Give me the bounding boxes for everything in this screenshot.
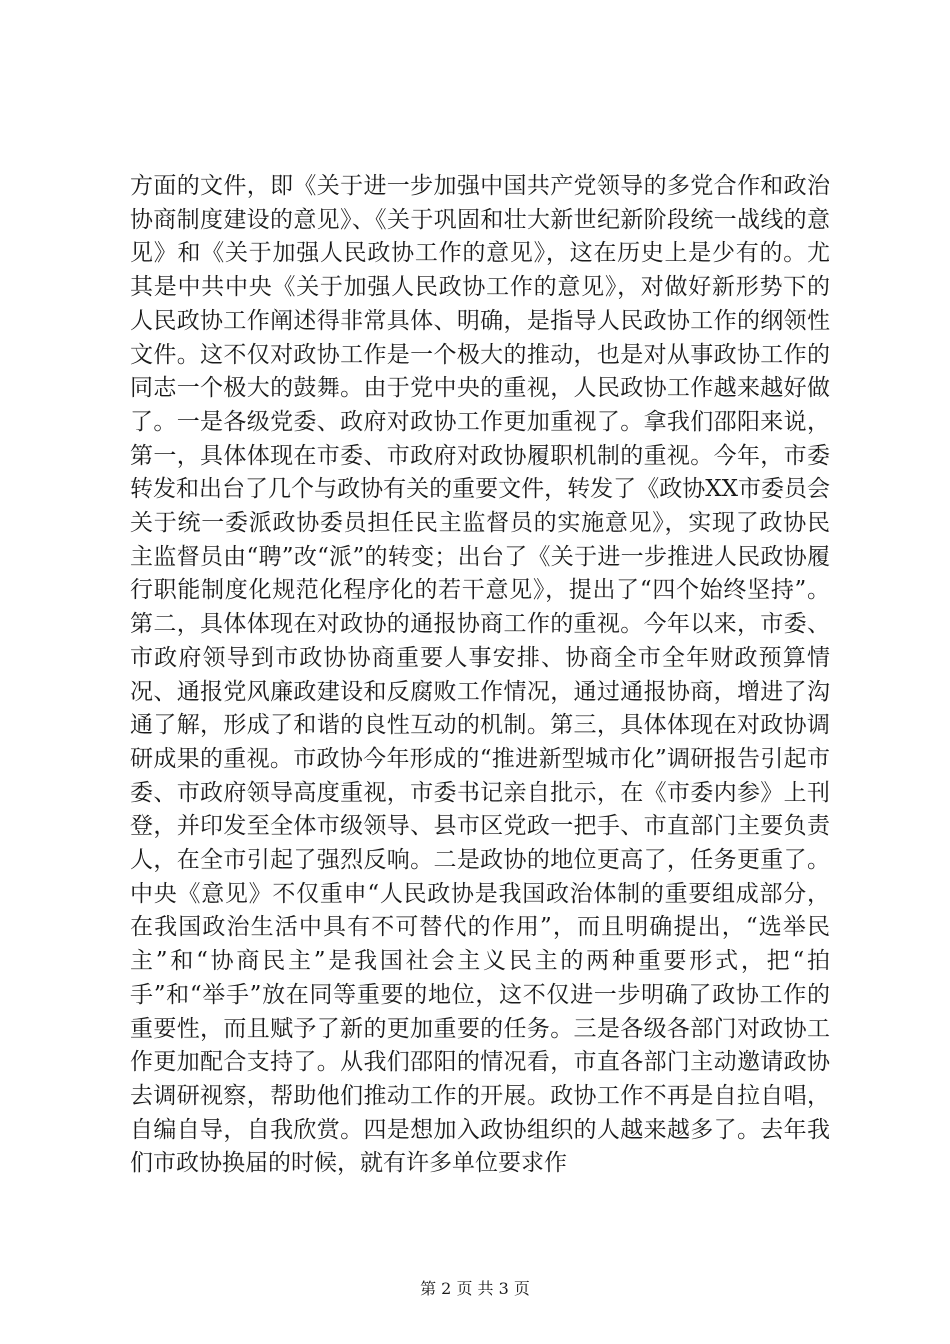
page-footer: 第 2 页 共 3 页 xyxy=(420,1279,530,1298)
body-paragraph: 方面的文件，即《关于进一步加强中国共产党领导的多党合作和政治协商制度建设的意见》、《关于巩固和壮大新世纪新阶段统一战线的意见》和《关于加强人民政协工作的意见》，这在历史上是少有的。尤其是中共中央《关于加强人民政协工作的意见》，对做好新形势下的人民政协工作阐述得非常具体、明确，是指导人民政协工作的纲领性文件。这不仅对政协工作是一个极大的推动，也是对从事政协工作的同志一个极大的鼓舞。由于党中央的重视，人民政协工作越来越好做了。一是各级党委、政府对政协工作更加重视了。拿我们邵阳来说，第一，具体体现在市委、市政府对政协履职机制的重视。今年，市委转发和出台了几个与政协有关的重要文件，转发了《政协XX市委员会关于统一委派政协委员担任民主监督员的实施意见》，实现了政协民主监督员由“聘”改“派”的转变；出台了《关于进一步推进人民政协履行职能制度化规范化程序化的若干意见》，提出了“四个始终坚持”。第二，具体体现在对政协的通报协商工作的重视。今年以来，市委、市政府领导到市政协协商重要人事安排、协商全市全年财政预算情况、通报党风廉政建设和反腐败工作情况，通过通报协商，增进了沟通了解，形成了和谐的良性互动的机制。第三，具体体现在对政协调研成果的重视。市政协今年形成的“推进新型城市化”调研报告引起市委、市政府领导高度重视，市委书记亲自批示，在《市委内参》上刊登，并印发至全体市级领导、县市区党政一把手、市直部门主要负责人，在全市引起了强烈反响。二是政协的地位更高了，任务更重了。中央《意见》不仅重申“人民政协是我国政治体制的重要组成部分，在我国政治生活中具有不可替代的作用”，而且明确提出，“选举民主”和“协商民主”是我国社会主义民主的两种重要形式，把“拍手”和“举手”放在同等重要的地位，这不仅进一步明确了政协工作的重要性，而且赋予了新的更加重要的任务。三是各级各部门对政协工作更加配合支持了。从我们邵阳的情况看，市直各部门主动邀请政协去调研视察，帮助他们推动工作的开展。政协工作不再是自拉自唱，自编自导，自我欣赏。四是想加入政协组织的人越来越多了。去年我们市政协换届的时候，就有许多单位要求作 xyxy=(130,173,830,1177)
